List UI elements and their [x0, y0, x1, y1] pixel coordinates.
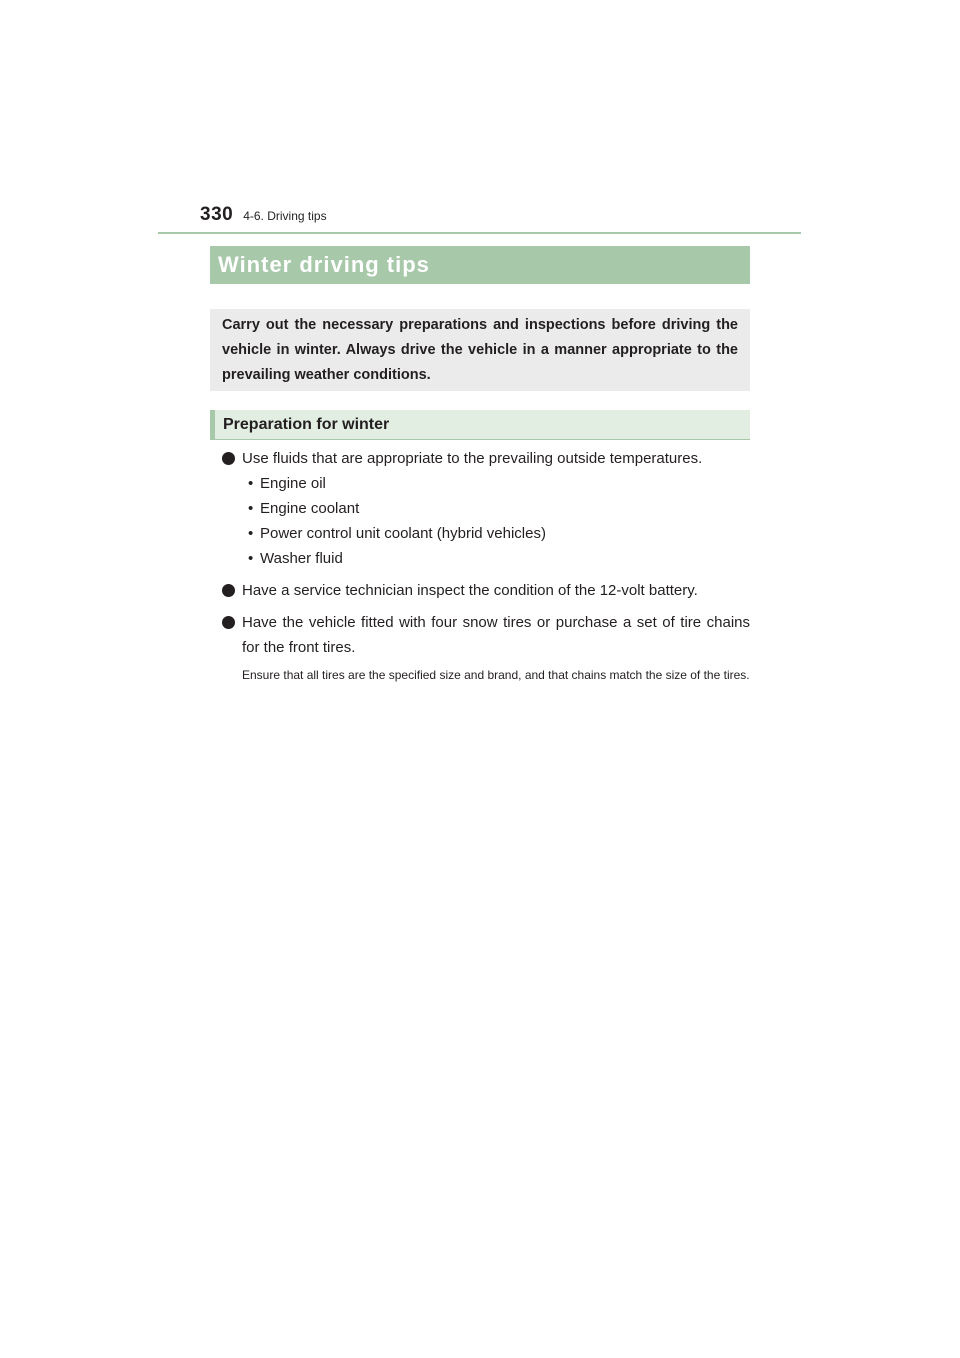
small-bullet-icon: • [248, 475, 254, 492]
sub-list-item-text: Engine coolant [260, 500, 360, 517]
bullet-text: Use fluids that are appropriate to the prevailing outside temperatures. [242, 450, 703, 467]
bullet-dot-icon [222, 584, 235, 597]
bullet-item [222, 610, 750, 660]
page-header [200, 204, 327, 230]
page-title: Winter driving tips [218, 252, 430, 277]
small-bullet-icon: • [248, 500, 254, 517]
bullet-text: Have the vehicle fitted with four snow tires or purchase a set of tire chains for the front tires. [242, 614, 750, 656]
subsection-content [222, 446, 750, 687]
bullet-dot-icon [222, 616, 235, 629]
bullet-item [222, 446, 750, 571]
page-number: 330 [200, 204, 234, 225]
section-label: 4-6. Driving tips [243, 209, 327, 223]
subsection-heading-text: Preparation for winter [223, 415, 390, 433]
sub-list-item [242, 521, 750, 546]
bullet-item [222, 578, 750, 603]
intro-text: Carry out the necessary preparations and inspections before driving the vehicle in winter. Always drive the vehicle in a manner appropriate to the prevailing weather conditions. [222, 317, 738, 383]
sub-list-item [242, 471, 750, 496]
subsection-heading [210, 410, 750, 440]
header-divider [158, 232, 801, 234]
sub-list-item-text: Washer fluid [260, 550, 343, 567]
bullet-dot-icon [222, 452, 235, 465]
sub-list-item-text: Power control unit coolant (hybrid vehicles) [260, 525, 546, 542]
bullet-text: Have a service technician inspect the condition of the 12-volt battery. [242, 582, 698, 599]
tire-note: Ensure that all tires are the specified size and brand, and that chains match the size of the tires. [242, 668, 750, 682]
fluid-list [242, 471, 750, 571]
sub-list-item-text: Engine oil [260, 475, 326, 492]
sub-list-item [242, 496, 750, 521]
intro-box [210, 309, 750, 391]
title-band [210, 246, 750, 284]
small-bullet-icon: • [248, 525, 254, 542]
small-bullet-icon: • [248, 550, 254, 567]
sub-list-item [242, 546, 750, 571]
